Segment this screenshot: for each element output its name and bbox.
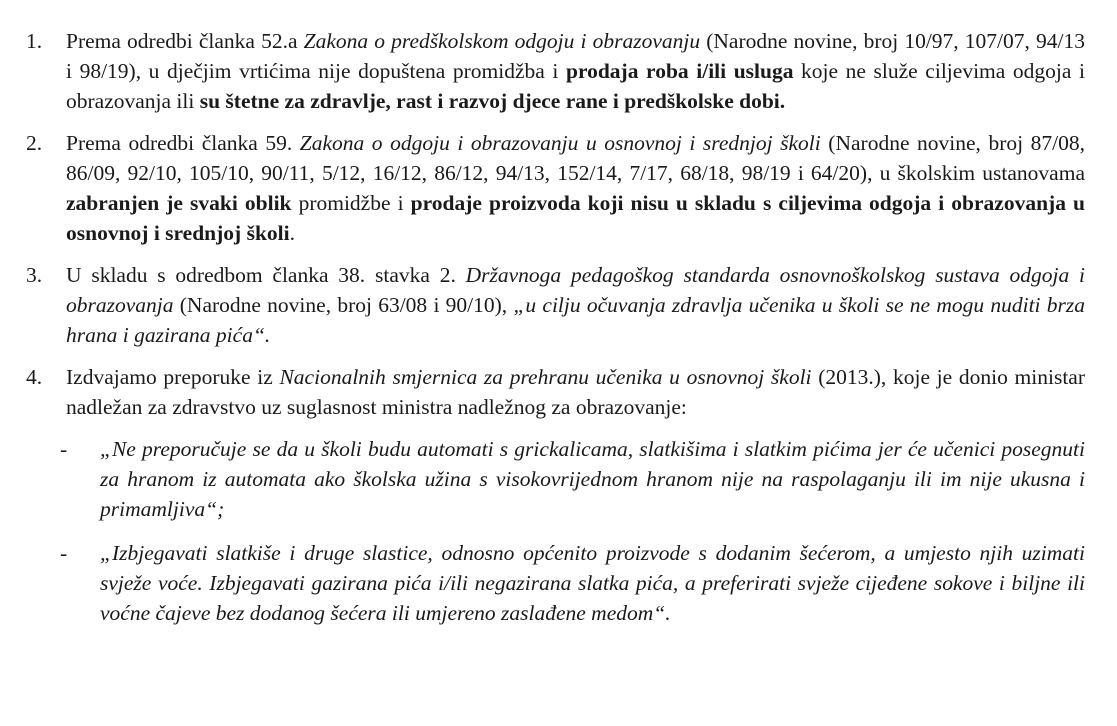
item-number: 2. — [26, 131, 43, 155]
text-run: (Narodne novine, broj 87/08, 86/09, 92/10, 105/10, 90/11, 5/12, 16/12, 86/12, 94/13, 152/14, 7/17, 68/18, 98/19 i 64/20), u školskim ustanovama — [66, 131, 1085, 185]
item-paragraph — [66, 362, 1085, 422]
text-run: Prema odredbi članka 52.a — [66, 29, 304, 53]
law-title: Zakona o odgoju i obrazovanju u osnovnoj i srednjoj školi — [299, 131, 821, 155]
emphasis-text: prodaje proizvoda koji nisu u skladu s ciljevima odgoja i obrazovanja u osnovnoj i srednjoj školi — [66, 191, 1085, 245]
text-run: (2013.), koje je donio ministar nadležan za zdravstvo uz suglasnost ministra nadležnog za obrazovanje: — [66, 365, 1086, 419]
emphasis-text: su štetne za zdravlje, rast i razvoj djece rane i predškolske dobi. — [199, 89, 786, 113]
list-item-2 — [0, 128, 1085, 248]
dash-bullet: - — [60, 541, 68, 565]
list-item-3 — [0, 260, 1085, 350]
item-paragraph — [66, 128, 1085, 248]
text-run: (Narodne novine, broj 63/08 i 90/10), — [173, 293, 514, 317]
item-number: 4. — [26, 365, 43, 389]
text-run: (Narodne novine, broj 10/97, 107/07, 94/13 i 98/19), u dječjim vrtićima nije dopuštena promidžba i — [66, 29, 1085, 83]
guidelines-title: Nacionalnih smjernica za prehranu učenika u osnovnoj školi — [279, 365, 812, 389]
quoted-text: „u cilju očuvanja zdravlja učenika u školi se ne mogu nuditi brza hrana i gazirana pića“. — [66, 293, 1086, 347]
recommendation-text: „Izbjegavati slatkiše i druge slastice, odnosno općenito proizvode s dodanim šećerom, a umjesto njih uzimati svježe voće. Izbjegavati gazirana pića i/ili negazirana slatka pića, a preferirati svježe cijeđene sokove i biljne ili voćne čajeve bez dodanog šećera ili umjereno zaslađene medom“. — [100, 541, 1085, 625]
numbered-list — [0, 26, 1085, 422]
standard-title: Državnoga pedagoškog standarda osnovnoškolskog sustava odgoja i obrazovanja — [66, 263, 1085, 317]
emphasis-text: zabranjen je svaki oblik — [66, 191, 292, 215]
item-number: 3. — [26, 263, 43, 287]
law-title: Zakona o predškolskom odgoju i obrazovanju — [303, 29, 701, 53]
item-paragraph — [66, 260, 1085, 350]
emphasis-text: prodaja roba i/ili usluga — [565, 59, 794, 83]
text-run: koje ne služe ciljevima odgoja i obrazovanja ili — [66, 59, 1085, 113]
item-number: 1. — [26, 29, 43, 53]
list-item-1 — [0, 26, 1085, 116]
recommendation-list — [0, 434, 1085, 628]
item-paragraph — [66, 26, 1085, 116]
text-run: promidžbe i — [291, 191, 411, 215]
text-run: . — [289, 221, 295, 245]
recommendation-item — [0, 434, 1085, 524]
recommendation-item — [0, 538, 1085, 628]
text-run: U skladu s odredbom članka 38. stavka 2. — [66, 263, 466, 287]
list-item-4 — [0, 362, 1085, 422]
text-run: Prema odredbi članka 59. — [66, 131, 300, 155]
recommendation-text: „Ne preporučuje se da u školi budu automati s grickalicama, slatkišima i slatkim pićima jer će učenici posegnuti za hranom iz automata ako školska užina s visokovrijednom hranom nije na raspolaganju ili im nije ukusna i primamljiva“; — [100, 437, 1085, 521]
dash-bullet: - — [60, 437, 68, 461]
text-run: Izdvajamo preporuke iz — [66, 365, 280, 389]
